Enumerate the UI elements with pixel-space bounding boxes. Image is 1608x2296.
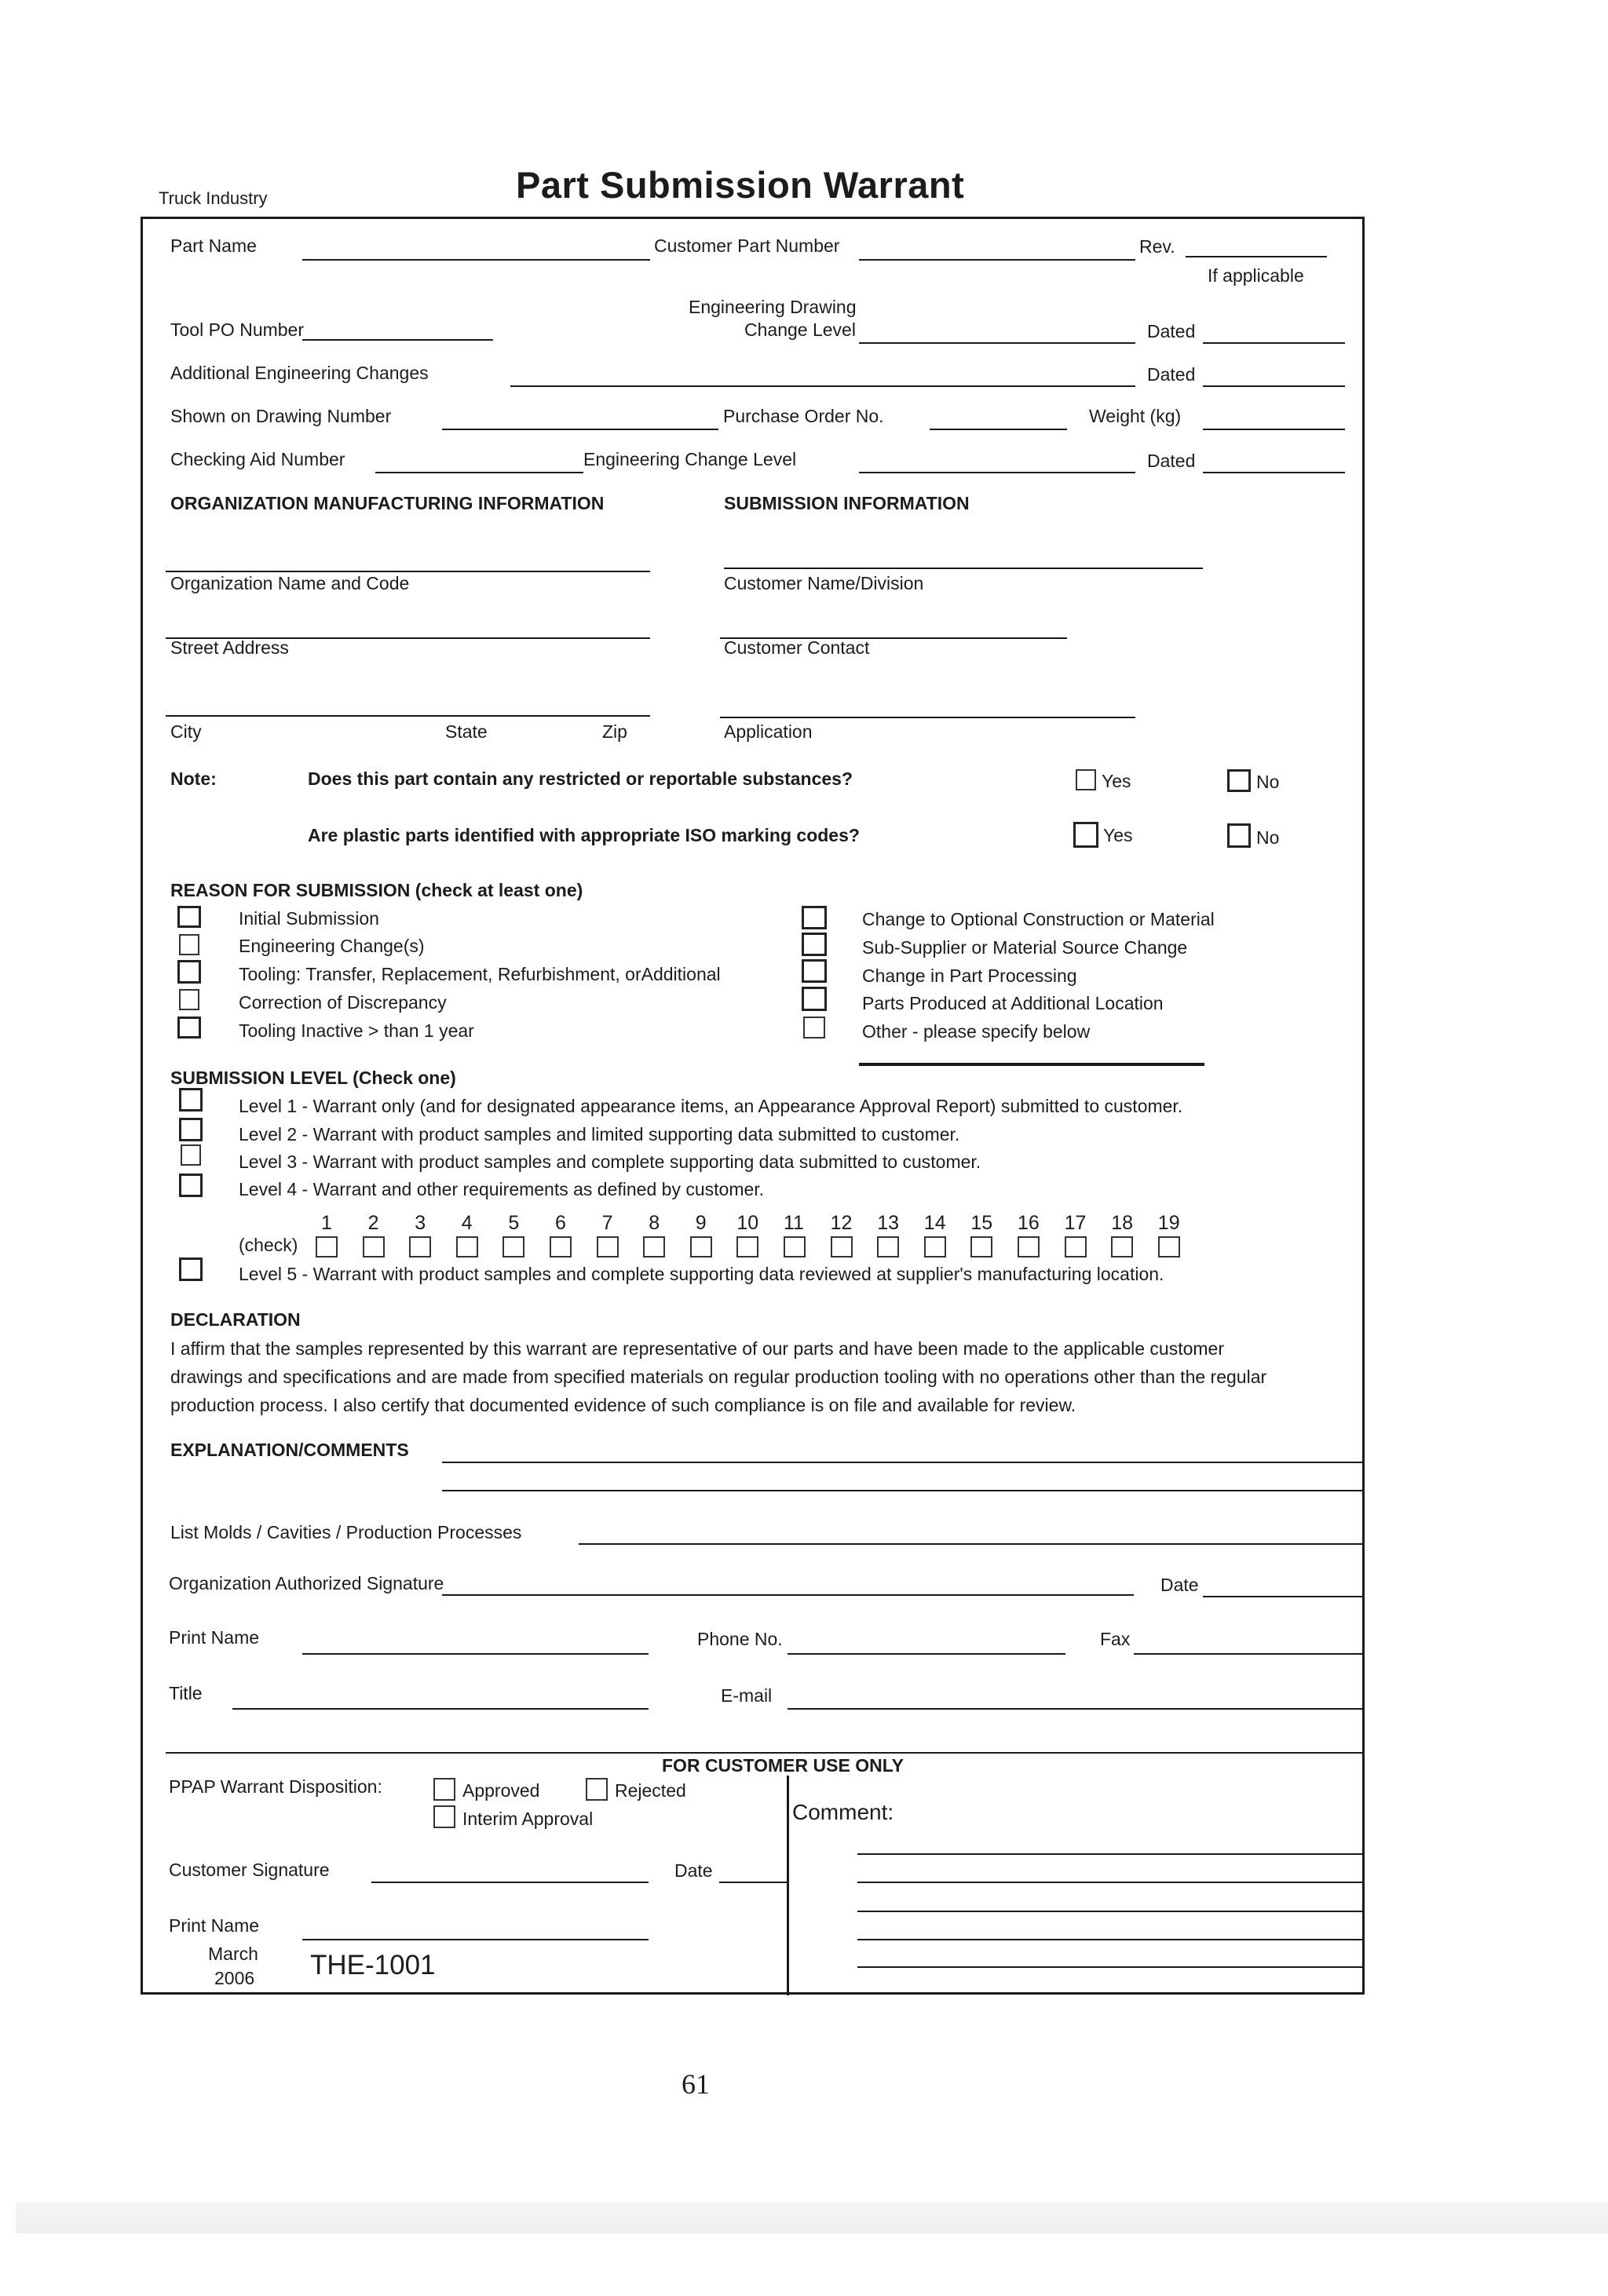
customer-print-name-label: Print Name: [169, 1915, 260, 1936]
reason-tooling-checkbox[interactable]: [177, 960, 201, 984]
form-id: THE-1001: [310, 1950, 436, 1980]
customer-signature-field[interactable]: [371, 1882, 649, 1883]
org-name-code-field[interactable]: [166, 571, 650, 572]
note-label: Note:: [170, 768, 217, 789]
iso-yes-checkbox[interactable]: [1073, 822, 1098, 848]
reason-initial-submission-checkbox[interactable]: [177, 906, 201, 928]
reason-right-label: Other - please specify below: [862, 1021, 1091, 1042]
rejected-checkbox[interactable]: [586, 1778, 608, 1801]
level-4-element-11-checkbox[interactable]: [784, 1236, 806, 1258]
customer-date-field[interactable]: [719, 1882, 787, 1883]
city-state-zip-field[interactable]: [166, 715, 650, 717]
level-1-checkbox[interactable]: [179, 1088, 203, 1111]
customer-part-number-label: Customer Part Number: [654, 235, 840, 256]
iso-no-label: No: [1256, 827, 1280, 848]
level-4-element-18-checkbox[interactable]: [1111, 1236, 1133, 1258]
declaration-text-line: I affirm that the samples represented by this warrant are representative of our parts and have been made to the applicable customer: [170, 1338, 1224, 1359]
level-4-number-label: 13: [877, 1212, 899, 1234]
signature-date-field[interactable]: [1203, 1596, 1365, 1597]
molds-cavities-label: List Molds / Cavities / Production Processes: [170, 1522, 522, 1542]
level-4-element-13-checkbox[interactable]: [877, 1236, 899, 1258]
level-4-element-9-checkbox[interactable]: [690, 1236, 712, 1258]
level-4-number-label: 4: [461, 1212, 473, 1234]
interim-approval-label: Interim Approval: [462, 1809, 594, 1829]
customer-date-label: Date: [674, 1860, 713, 1881]
submission-info-heading: SUBMISSION INFORMATION: [724, 493, 970, 513]
level-4-number-label: 12: [830, 1212, 853, 1234]
comment-line[interactable]: [857, 1911, 1365, 1912]
email-field[interactable]: [788, 1708, 1365, 1710]
customer-use-divider: [166, 1752, 1365, 1754]
reason-right-label: Sub-Supplier or Material Source Change: [862, 937, 1188, 958]
iso-marking-question: Are plastic parts identified with appropriate ISO marking codes?: [308, 825, 860, 845]
dated-field-2[interactable]: [1203, 385, 1345, 387]
reason-left-label: Tooling Inactive > than 1 year: [239, 1020, 474, 1041]
page-number: 61: [682, 2068, 710, 2100]
iso-yes-label: Yes: [1103, 825, 1133, 845]
level-description: Level 1 - Warrant only (and for designated appearance items, an Appearance Approval Report) submitted to customer.: [239, 1096, 1183, 1116]
comment-line[interactable]: [857, 1966, 1365, 1968]
level-4-number-label: 17: [1064, 1212, 1087, 1234]
title-label: Title: [169, 1683, 203, 1703]
level-4-number-label: 10: [736, 1212, 759, 1234]
level-4-element-3-checkbox[interactable]: [409, 1236, 431, 1258]
level-4-element-7-checkbox[interactable]: [597, 1236, 619, 1258]
fax-label: Fax: [1100, 1629, 1131, 1649]
level-3-checkbox[interactable]: [181, 1144, 201, 1166]
print-name-label: Print Name: [169, 1627, 260, 1648]
revision-year: 2006: [214, 1968, 255, 1988]
checking-aid-number-field[interactable]: [375, 472, 583, 473]
level-4-number-label: 16: [1018, 1212, 1040, 1234]
level-5-description: Level 5 - Warrant with product samples and complete supporting data reviewed at supplier's manufacturing location.: [239, 1264, 1164, 1284]
reason-correction-checkbox[interactable]: [179, 989, 199, 1010]
weight-kg-field[interactable]: [1203, 429, 1345, 430]
additional-engineering-changes-field[interactable]: [510, 385, 1135, 387]
level-4-element-17-checkbox[interactable]: [1065, 1236, 1087, 1258]
level-4-number-label: 11: [784, 1212, 804, 1234]
change-level-label: Change Level: [744, 319, 856, 340]
comment-line[interactable]: [857, 1939, 1365, 1940]
approved-label: Approved: [462, 1780, 540, 1801]
level-4-number-label: 9: [695, 1212, 707, 1234]
weight-kg-label: Weight (kg): [1089, 406, 1182, 426]
reason-heading: REASON FOR SUBMISSION (check at least one): [170, 880, 583, 900]
restricted-no-label: No: [1256, 772, 1280, 792]
level-4-number-label: 2: [367, 1212, 379, 1234]
form-title: Part Submission Warrant: [516, 164, 965, 206]
email-label: E-mail: [721, 1685, 773, 1706]
purchase-order-no-field[interactable]: [930, 429, 1067, 430]
reason-additional-location-checkbox[interactable]: [802, 987, 827, 1011]
comment-label: Comment:: [792, 1800, 894, 1824]
level-4-element-8-checkbox[interactable]: [643, 1236, 665, 1258]
level-4-element-1-checkbox[interactable]: [316, 1236, 338, 1258]
title-field[interactable]: [232, 1708, 649, 1710]
declaration-heading: DECLARATION: [170, 1309, 301, 1330]
approved-checkbox[interactable]: [433, 1778, 455, 1801]
customer-name-division-label: Customer Name/Division: [724, 573, 924, 593]
engineering-change-level-label: Engineering Change Level: [583, 449, 797, 469]
purchase-order-no-label: Purchase Order No.: [723, 406, 884, 426]
level-4-number-label: 15: [970, 1212, 993, 1234]
level-4-element-15-checkbox[interactable]: [970, 1236, 992, 1258]
restricted-no-checkbox[interactable]: [1227, 769, 1251, 792]
application-label: Application: [724, 721, 813, 742]
level-4-element-5-checkbox[interactable]: [502, 1236, 524, 1258]
reason-engineering-change-checkbox[interactable]: [179, 934, 199, 955]
authorized-signature-field[interactable]: [442, 1594, 1134, 1596]
dated-label-1: Dated: [1147, 321, 1196, 341]
level-4-element-12-checkbox[interactable]: [831, 1236, 853, 1258]
level-description: Level 2 - Warrant with product samples and limited supporting data submitted to customer.: [239, 1124, 960, 1144]
if-applicable-label: If applicable: [1208, 265, 1304, 286]
level-4-element-10-checkbox[interactable]: [736, 1236, 758, 1258]
engineering-change-level-field[interactable]: [859, 472, 1135, 473]
zip-label: Zip: [602, 721, 627, 742]
level-4-number-label: 3: [415, 1212, 426, 1234]
shown-on-drawing-number-field[interactable]: [442, 429, 718, 430]
level-4-number-label: 8: [649, 1212, 660, 1234]
tool-po-number-field[interactable]: [302, 339, 493, 341]
checking-aid-number-label: Checking Aid Number: [170, 449, 345, 469]
reason-left-label: Correction of Discrepancy: [239, 992, 447, 1013]
reason-tooling-inactive-checkbox[interactable]: [177, 1017, 201, 1038]
engineering-drawing-label: Engineering Drawing: [689, 297, 857, 317]
restricted-yes-checkbox[interactable]: [1076, 769, 1096, 790]
level-4-element-4-checkbox[interactable]: [456, 1236, 478, 1258]
reason-right-label: Parts Produced at Additional Location: [862, 993, 1164, 1013]
level-4-number-label: 1: [321, 1212, 332, 1234]
rev-label: Rev.: [1139, 236, 1175, 257]
reason-sub-supplier-checkbox[interactable]: [802, 933, 827, 956]
ppap-disposition-label: PPAP Warrant Disposition:: [169, 1776, 382, 1797]
level-4-element-6-checkbox[interactable]: [550, 1236, 572, 1258]
reason-other-checkbox[interactable]: [803, 1017, 825, 1038]
street-address-label: Street Address: [170, 637, 289, 658]
restricted-yes-label: Yes: [1102, 771, 1131, 791]
explanation-comments-field-2[interactable]: [442, 1490, 1365, 1491]
explanation-comments-field[interactable]: [442, 1462, 1365, 1463]
industry-label: Truck Industry: [159, 188, 268, 208]
level-description: Level 3 - Warrant with product samples and complete supporting data submitted to customer.: [239, 1152, 981, 1172]
interim-approval-checkbox[interactable]: [433, 1805, 455, 1828]
check-label: (check): [239, 1235, 298, 1255]
reason-part-processing-checkbox[interactable]: [802, 959, 827, 983]
part-name-label: Part Name: [170, 235, 257, 256]
revision-month: March: [208, 1944, 258, 1964]
level-4-element-14-checkbox[interactable]: [924, 1236, 946, 1258]
part-name-field[interactable]: [302, 259, 650, 261]
restricted-substances-question: Does this part contain any restricted or reportable substances?: [308, 768, 853, 789]
level-4-element-16-checkbox[interactable]: [1018, 1236, 1040, 1258]
dated-field-3[interactable]: [1203, 472, 1345, 473]
level-2-checkbox[interactable]: [179, 1118, 203, 1141]
level-4-number-label: 6: [555, 1212, 566, 1234]
phone-field[interactable]: [788, 1653, 1065, 1655]
explanation-comments-heading: EXPLANATION/COMMENTS: [170, 1440, 409, 1460]
print-name-field[interactable]: [302, 1653, 649, 1655]
level-4-number-label: 14: [923, 1212, 946, 1234]
level-description: Level 4 - Warrant and other requirements as defined by customer.: [239, 1179, 765, 1199]
rev-field[interactable]: [1186, 256, 1327, 257]
customer-use-heading: FOR CUSTOMER USE ONLY: [662, 1755, 904, 1776]
reason-left-label: Engineering Change(s): [239, 936, 425, 956]
org-manufacturing-heading: ORGANIZATION MANUFACTURING INFORMATION: [170, 493, 605, 513]
iso-no-checkbox[interactable]: [1227, 823, 1251, 848]
level-5-checkbox[interactable]: [179, 1258, 203, 1281]
rejected-label: Rejected: [615, 1780, 686, 1801]
state-label: State: [445, 721, 488, 742]
reason-right-label: Change in Part Processing: [862, 965, 1077, 986]
other-specify-field[interactable]: [859, 1063, 1204, 1066]
level-4-number-label: 5: [508, 1212, 520, 1234]
declaration-text-line: production process. I also certify that documented evidence of such compliance is on file and available for review.: [170, 1395, 1076, 1415]
shown-on-drawing-number-label: Shown on Drawing Number: [170, 406, 392, 426]
customer-signature-label: Customer Signature: [169, 1860, 330, 1880]
reason-left-label: Tooling: Transfer, Replacement, Refurbishment, orAdditional: [239, 964, 721, 984]
tool-po-number-label: Tool PO Number: [170, 319, 305, 340]
level-4-element-19-checkbox[interactable]: [1158, 1236, 1180, 1258]
comment-line[interactable]: [857, 1853, 1365, 1855]
authorized-signature-label: Organization Authorized Signature: [169, 1573, 444, 1593]
customer-part-number-field[interactable]: [859, 259, 1135, 261]
molds-cavities-field[interactable]: [579, 1543, 1365, 1545]
reason-left-label: Initial Submission: [239, 908, 379, 929]
change-level-field[interactable]: [859, 342, 1135, 344]
level-4-checkbox[interactable]: [179, 1174, 203, 1197]
customer-name-division-field[interactable]: [724, 568, 1203, 569]
additional-engineering-changes-label: Additional Engineering Changes: [170, 363, 429, 383]
level-4-number-label: 18: [1111, 1212, 1133, 1234]
level-4-element-2-checkbox[interactable]: [363, 1236, 385, 1258]
submission-level-heading: SUBMISSION LEVEL (Check one): [170, 1068, 456, 1088]
reason-optional-construction-checkbox[interactable]: [802, 906, 827, 929]
level-4-number-label: 7: [601, 1212, 613, 1234]
dated-label-3: Dated: [1147, 451, 1196, 471]
org-name-code-label: Organization Name and Code: [170, 573, 410, 593]
dated-label-2: Dated: [1147, 364, 1196, 385]
level-4-number-label: 19: [1157, 1212, 1180, 1234]
scan-edge-artifact: [16, 2202, 1608, 2233]
fax-field[interactable]: [1134, 1653, 1365, 1655]
phone-label: Phone No.: [697, 1629, 783, 1649]
comment-line[interactable]: [857, 1882, 1365, 1883]
customer-contact-label: Customer Contact: [724, 637, 870, 658]
customer-use-column-divider: [787, 1776, 789, 1995]
signature-date-label: Date: [1160, 1575, 1199, 1595]
application-field[interactable]: [720, 717, 1135, 718]
reason-right-label: Change to Optional Construction or Material: [862, 909, 1215, 929]
city-label: City: [170, 721, 202, 742]
dated-field-1[interactable]: [1203, 342, 1345, 344]
customer-print-name-field[interactable]: [302, 1939, 649, 1940]
declaration-text-line: drawings and specifications and are made from specified materials on regular production tooling with no operations other than the regular: [170, 1367, 1267, 1387]
